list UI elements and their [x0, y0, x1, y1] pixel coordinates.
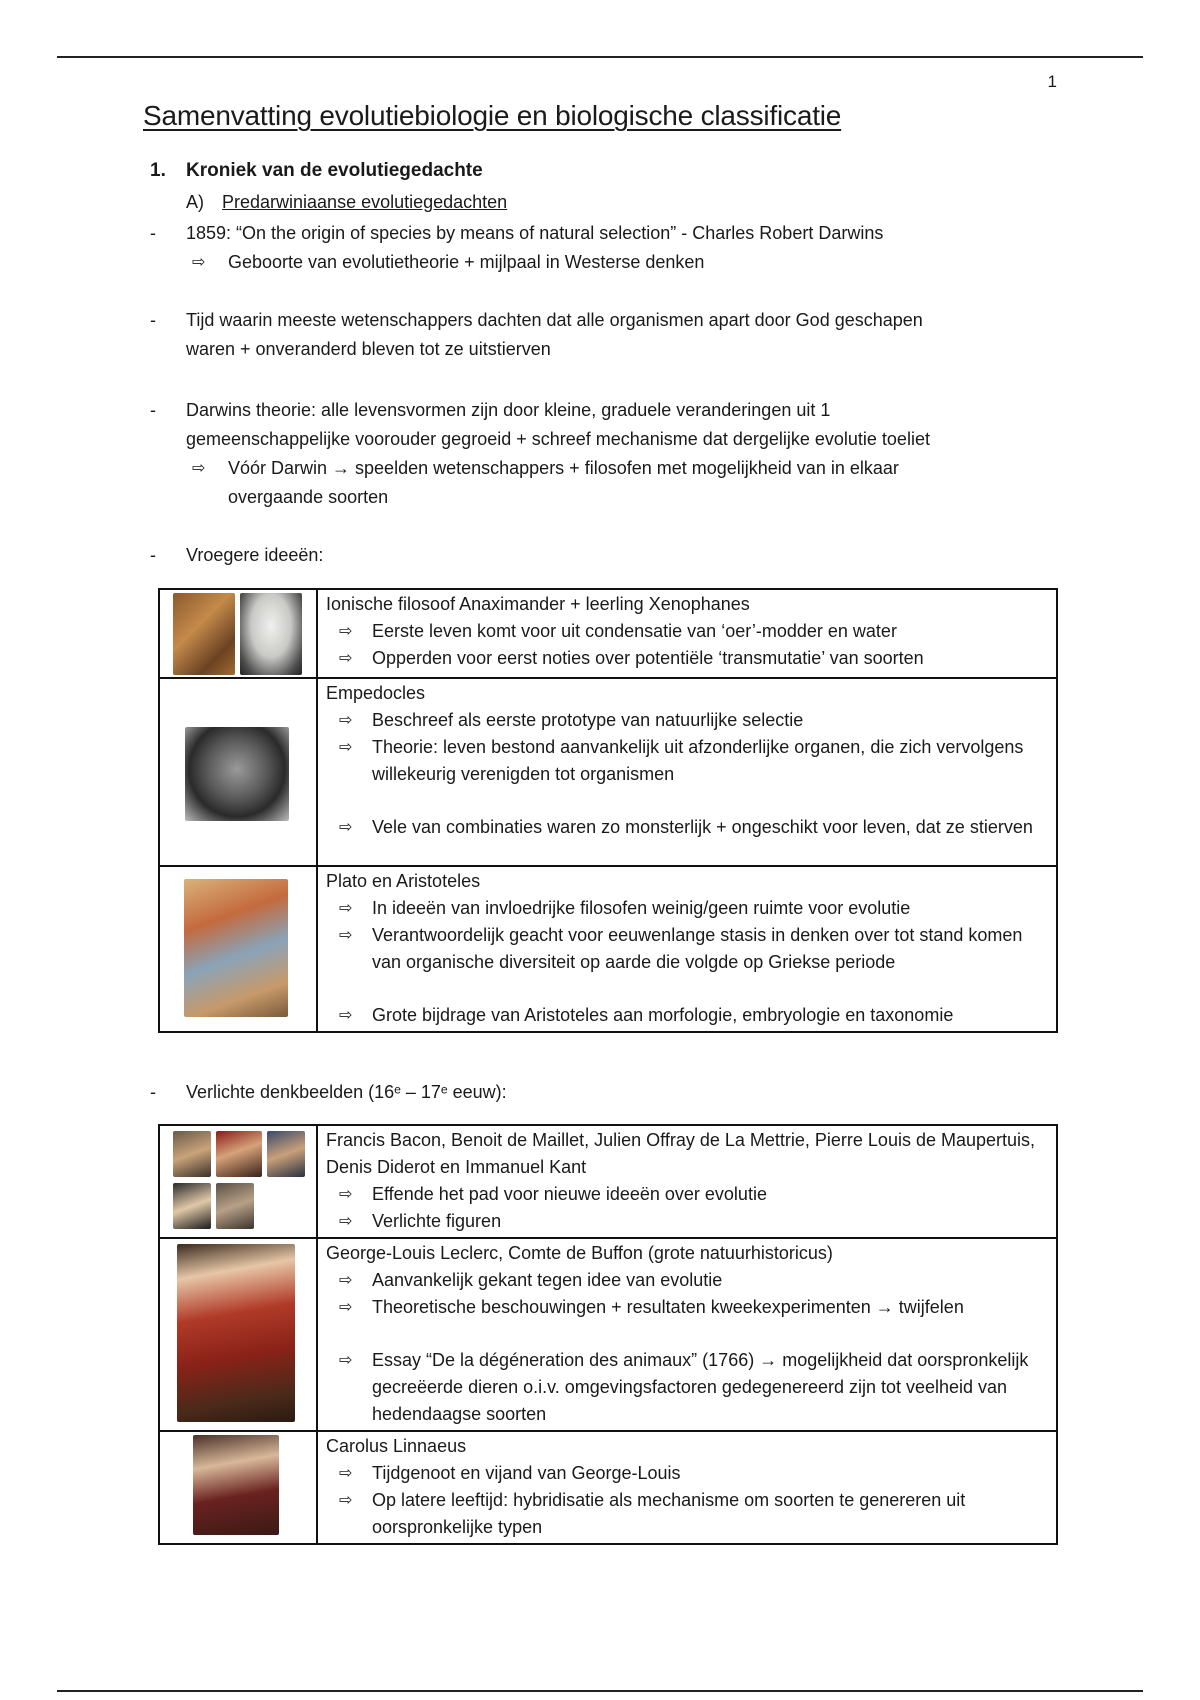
portrait-cell [159, 589, 317, 678]
philosopher-name: Carolus Linnaeus [326, 1436, 467, 1456]
list-item: ⇨ Essay “De la dégéneration des animaux” (1766) → mogelijkheid dat oorspronkelijk gecreëerde dieren o.i.v. omgevingsfactoren gedegenereerd zijn tot veelheid van hedendaagse soorten [326, 1347, 1050, 1428]
philosopher-info [317, 1125, 1057, 1238]
list-item: ⇨ Op latere leeftijd: hybridisatie als mechanisme om soorten te genereren uit oorspronkelijke typen [326, 1487, 1050, 1541]
dash-marker: - [150, 310, 156, 330]
sub-bullet-text-line: overgaande soorten [228, 487, 389, 507]
portrait-cell [159, 678, 317, 866]
dash-marker: - [150, 545, 156, 565]
list-item: ⇨ Aanvankelijk gekant tegen idee van evolutie [326, 1267, 1050, 1294]
arrow-icon: ⇨ [192, 254, 206, 271]
list-item: ⇨ Verlichte figuren [326, 1208, 1050, 1235]
section-number: 1. [150, 160, 166, 181]
philosopher-info [317, 866, 1057, 1032]
arrow-icon: ⇨ [339, 900, 353, 917]
arrow-icon: ⇨ [339, 650, 353, 667]
bullet-item [150, 1078, 1050, 1107]
bullet-item [150, 396, 1050, 454]
portrait-cell [159, 1431, 317, 1544]
table-row [159, 589, 1057, 678]
portrait-image [173, 593, 235, 675]
philosopher-info [317, 1238, 1057, 1431]
arrow-icon: ⇨ [339, 712, 353, 729]
list-item: ⇨ Verantwoordelijk geacht voor eeuwenlange stasis in denken over tot stand komen van organische diversiteit op aarde die volgde op Griekse periode [326, 922, 1050, 976]
bullet-text-line: gemeenschappelijke voorouder gegroeid + schreef mechanisme dat dergelijke evolutie toeliet [186, 429, 930, 449]
table-row [159, 678, 1057, 866]
portrait-image [184, 879, 288, 1017]
arrow-icon: ⇨ [339, 739, 353, 756]
arrow-icon: ⇨ [339, 1299, 353, 1316]
portrait-image [193, 1435, 279, 1535]
footer-rule [57, 1690, 1143, 1692]
philosopher-name: Ionische filosoof Anaximander + leerling Xenophanes [326, 594, 750, 614]
table-row [159, 1125, 1057, 1238]
portrait-cell [159, 1238, 317, 1431]
section-title: Kroniek van de evolutiegedachte [186, 160, 483, 181]
portrait-cell [159, 866, 317, 1032]
portrait-image [177, 1244, 295, 1422]
philosophers-table [158, 588, 1058, 1033]
list-item: ⇨ Tijdgenoot en vijand van George-Louis [326, 1460, 1050, 1487]
portrait-image [216, 1183, 254, 1229]
portrait-image [267, 1131, 305, 1177]
philosopher-name: Empedocles [326, 683, 426, 703]
bullet-text-line: waren + onveranderd bleven tot ze uitstierven [186, 339, 551, 359]
list-item: ⇨ Beschreef als eerste prototype van natuurlijke selectie [326, 707, 1050, 734]
bullet-text: 1859: “On the origin of species by means of natural selection” - Charles Robert Darwins [186, 223, 884, 243]
subsection-heading [186, 192, 507, 213]
bullet-text-line: Darwins theorie: alle levensvormen zijn door kleine, graduele veranderingen uit 1 [186, 400, 831, 420]
list-item: ⇨ Eerste leven komt voor uit condensatie van ‘oer’-modder en water [326, 618, 1050, 645]
bullet-text-line: Tijd waarin meeste wetenschappers dachten dat alle organismen apart door God geschapen [186, 310, 923, 330]
page-number: 1 [1047, 72, 1057, 91]
philosopher-info [317, 1431, 1057, 1544]
section-heading [150, 160, 483, 182]
arrow-icon: ⇨ [339, 927, 353, 944]
philosopher-name: George-Louis Leclerc, Comte de Buffon (grote natuurhistoricus) [326, 1243, 833, 1263]
philosopher-name: Francis Bacon, Benoit de Maillet, Julien Offray de La Mettrie, Pierre Louis de Maupertuis, Denis Diderot en Immanuel Kant [326, 1130, 1036, 1177]
bullet-item [150, 306, 1050, 364]
arrow-icon: ⇨ [339, 1272, 353, 1289]
bullet-item [150, 219, 1050, 248]
list-item: ⇨ Theorie: leven bestond aanvankelijk uit afzonderlijke organen, die zich vervolgens willekeurig verenigden tot organismen [326, 734, 1050, 788]
header-rule [57, 56, 1143, 58]
list-item: ⇨ Theoretische beschouwingen + resultaten kweekexperimenten → twijfelen [326, 1294, 1050, 1321]
arrow-icon: ⇨ [339, 1186, 353, 1203]
document-title: Samenvatting evolutiebiologie en biologische classificatie [143, 100, 842, 131]
subsection-title: Predarwiniaanse evolutiegedachten [222, 192, 508, 212]
arrow-icon: ⇨ [339, 1007, 353, 1024]
list-item: ⇨ Opperden voor eerst noties over potentiële ‘transmutatie’ van soorten [326, 645, 1050, 672]
portrait-image [216, 1131, 262, 1177]
list-item: ⇨ Vele van combinaties waren zo monsterlijk + ongeschikt voor leven, dat ze stierven [326, 814, 1050, 841]
sub-bullet-text-line: Vóór Darwin → speelden wetenschappers + filosofen met mogelijkheid van in elkaar [228, 458, 899, 478]
enlightenment-table [158, 1124, 1058, 1545]
dash-marker: - [150, 1082, 156, 1102]
list-item: ⇨ Grote bijdrage van Aristoteles aan morfologie, embryologie en taxonomie [326, 1002, 1050, 1029]
portrait-cell [159, 1125, 317, 1238]
table-row [159, 1431, 1057, 1544]
list-item: ⇨ Effende het pad voor nieuwe ideeën over evolutie [326, 1181, 1050, 1208]
arrow-icon: ⇨ [339, 623, 353, 640]
portrait-image [173, 1131, 211, 1177]
arrow-icon: ⇨ [339, 1213, 353, 1230]
arrow-icon: ⇨ [339, 1465, 353, 1482]
dash-marker: - [150, 223, 156, 243]
table-row [159, 866, 1057, 1032]
philosopher-info [317, 678, 1057, 866]
arrow-icon: ⇨ [339, 1352, 353, 1369]
list-item: ⇨ In ideeën van invloedrijke filosofen weinig/geen ruimte voor evolutie [326, 895, 1050, 922]
bullet-text: Verlichte denkbeelden (16ᵉ – 17ᵉ eeuw): [186, 1082, 507, 1102]
philosopher-name: Plato en Aristoteles [326, 871, 481, 891]
arrow-icon: ⇨ [339, 1492, 353, 1509]
subsection-letter: A) [186, 192, 204, 212]
sub-bullet-item [192, 454, 1042, 512]
bullet-text: Vroegere ideeën: [186, 545, 324, 565]
table-row [159, 1238, 1057, 1431]
portrait-image [185, 727, 289, 821]
portrait-image [173, 1183, 211, 1229]
sub-bullet-item [192, 248, 1042, 277]
arrow-icon: ⇨ [339, 819, 353, 836]
dash-marker: - [150, 400, 156, 420]
arrow-icon: ⇨ [192, 460, 206, 477]
bullet-item [150, 541, 1050, 570]
sub-bullet-text: Geboorte van evolutietheorie + mijlpaal in Westerse denken [228, 252, 705, 272]
philosopher-info [317, 589, 1057, 678]
portrait-image [240, 593, 302, 675]
